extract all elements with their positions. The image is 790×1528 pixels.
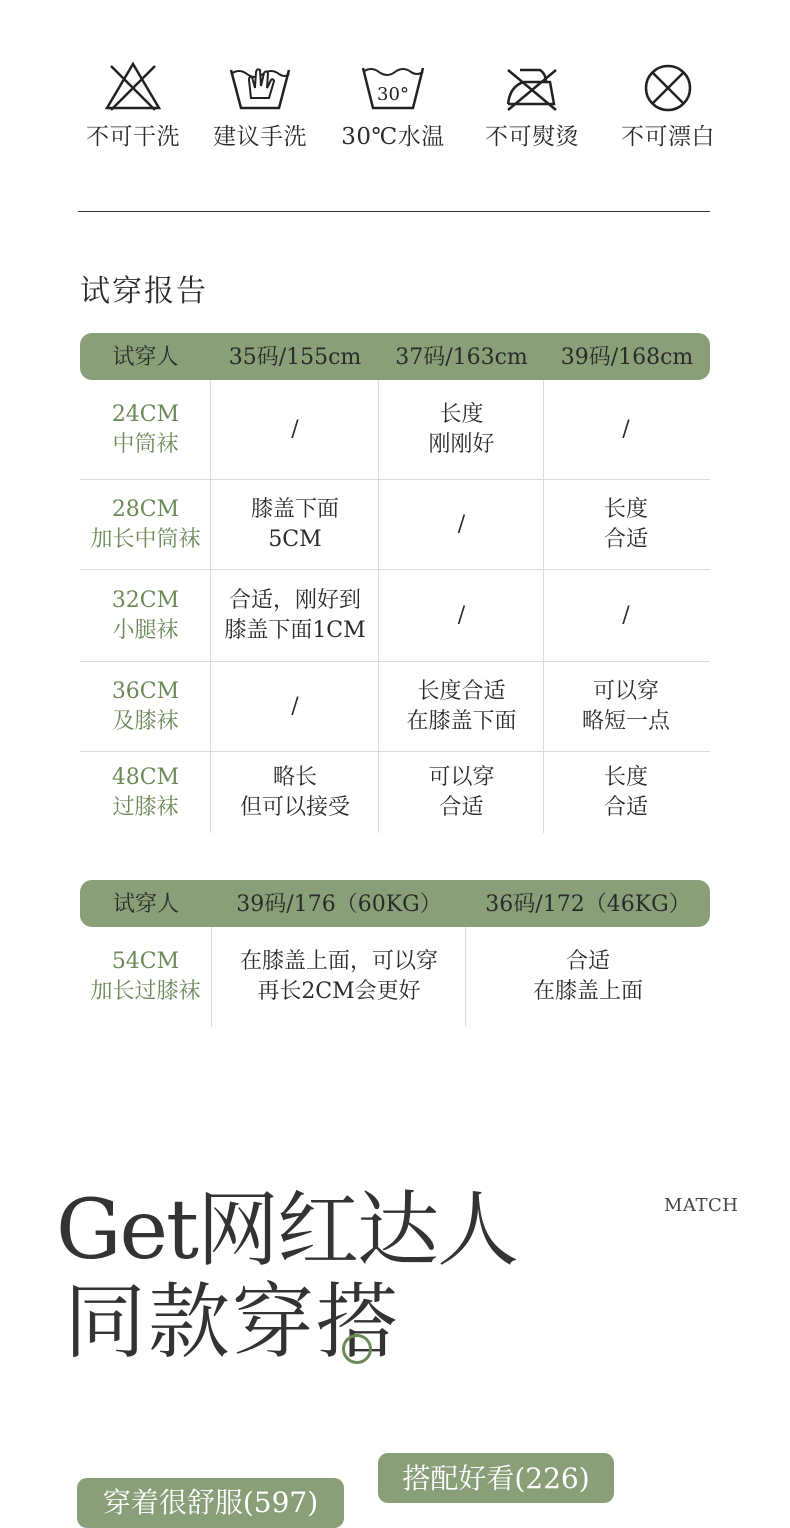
header-cell: 试穿人 [112, 892, 179, 917]
fit-cell: 合适，刚好到 膝盖下面1CM [210, 570, 379, 661]
fit-cell: 长度 刚刚好 [378, 380, 544, 479]
fit-cell: 可以穿 合适 [378, 752, 544, 833]
headline-line-2: 同款穿搭 [64, 1275, 401, 1370]
fit-report-table [80, 333, 710, 833]
size-cell: 32CM 小腿袜 [111, 587, 180, 643]
care-label: 建议手洗 [213, 124, 307, 150]
fit-cell: / [543, 380, 708, 479]
fit-cell: / [543, 570, 708, 661]
headline-line-1: Get网红达人 [56, 1183, 517, 1278]
care-item-hand-wash [200, 60, 320, 151]
fit-cell: / [210, 662, 379, 751]
care-label: 不可漂白 [621, 124, 715, 150]
review-tag-comfortable[interactable]: 穿着很舒服(597) [77, 1478, 344, 1528]
fit-cell: 合适 在膝盖上面 [465, 927, 710, 1027]
headline [56, 1185, 517, 1369]
header-cell: 试穿人 [112, 345, 179, 370]
header-cell: 37码/163cm [395, 345, 528, 370]
fit-cell: 在膝盖上面，可以穿 再长2CM会更好 [211, 927, 466, 1027]
no-bleach-icon [640, 60, 696, 112]
care-item-no-bleach [608, 60, 728, 151]
review-tag-good-match[interactable]: 搭配好看(226) [378, 1453, 614, 1503]
fit-cell: / [378, 570, 544, 661]
fit-cell: 可以穿 略短一点 [543, 662, 708, 751]
table-row [80, 380, 710, 480]
table-header [80, 880, 710, 927]
no-dry-clean-icon [103, 60, 163, 112]
header-cell: 39码/176（60KG） [236, 892, 442, 917]
wash-30-icon [359, 60, 427, 112]
size-cell: 54CM 加长过膝袜 [90, 949, 201, 1004]
fit-cell: 长度 合适 [543, 480, 708, 569]
fit-cell: 长度 合适 [543, 752, 708, 833]
table-row [80, 927, 710, 1027]
section-divider [78, 211, 710, 212]
care-item-wash-30 [333, 60, 453, 151]
header-cell: 35码/155cm [228, 345, 362, 370]
fit-cell: 长度合适 在膝盖下面 [378, 662, 544, 751]
table-row [80, 662, 710, 752]
fit-cell: 略长 但可以接受 [210, 752, 379, 833]
wash-temp-text: 30° [377, 84, 409, 105]
section-title: 试穿报告 [80, 274, 208, 309]
table-row [80, 752, 710, 833]
fit-cell: / [378, 480, 544, 569]
fit-cell: / [210, 380, 379, 479]
care-instructions [78, 60, 718, 160]
fit-report-table-2 [80, 880, 710, 1027]
care-item-no-iron [472, 60, 592, 151]
size-cell: 36CM 及膝袜 [111, 678, 180, 734]
circle-decoration [342, 1334, 372, 1364]
table-header [80, 333, 710, 380]
header-cell: 36码/172（46KG） [485, 892, 691, 917]
care-label: 不可干洗 [86, 124, 180, 150]
size-cell: 28CM 加长中筒袜 [90, 496, 201, 552]
no-iron-icon [502, 60, 562, 112]
fit-cell: 膝盖下面 5CM [210, 480, 379, 569]
care-label: 不可熨烫 [485, 124, 579, 150]
hand-wash-icon [227, 60, 293, 112]
table-row [80, 570, 710, 662]
size-cell: 24CM 中筒袜 [111, 401, 180, 457]
match-tag: MATCH [664, 1195, 739, 1216]
care-item-no-dry-clean [73, 60, 193, 151]
care-label: 30℃水温 [341, 124, 445, 150]
header-cell: 39码/168cm [560, 345, 694, 370]
table-row [80, 480, 710, 570]
size-cell: 48CM 过膝袜 [111, 764, 180, 820]
